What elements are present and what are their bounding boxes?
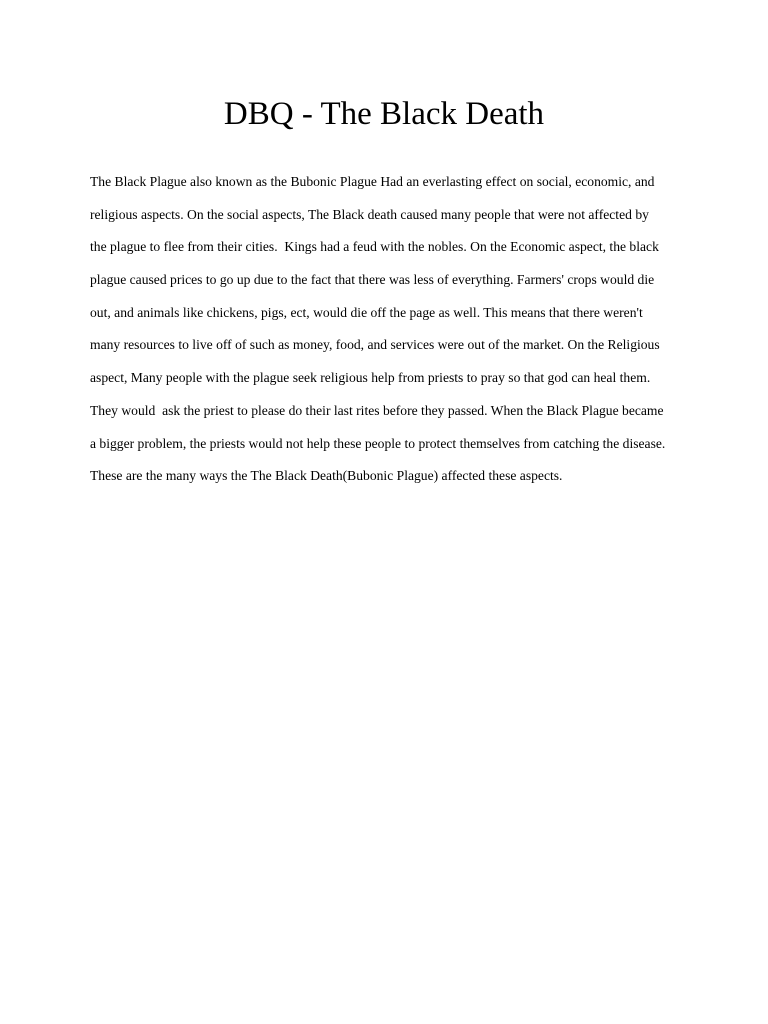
body-line: many resources to live off of such as money, food, and services were out of the market. On the Religious [90, 337, 660, 353]
body-line: They would ask the priest to please do their last rites before they passed. When the Black Plague became [90, 402, 664, 418]
document-body [90, 166, 690, 493]
body-line: out, and animals like chickens, pigs, ect, would die off the page as well. This means that there weren't [90, 304, 643, 320]
body-line: The Black Plague also known as the Bubonic Plague Had an everlasting effect on social, economic, and [90, 174, 655, 189]
body-line: plague caused prices to go up due to the fact that there was less of everything. Farmers' crops would die [90, 272, 655, 288]
body-line: the plague to flee from their cities. Kings had a feud with the nobles. On the Economic aspect, the black [90, 239, 659, 255]
body-line: aspect, Many people with the plague seek religious help from priests to pray so that god can heal them. [90, 370, 651, 386]
body-line: religious aspects. On the social aspects, The Black death caused many people that were not affected by [90, 206, 649, 222]
document-title: DBQ - The Black Death [223, 96, 545, 132]
body-line: a bigger problem, the priests would not help these people to protect themselves from catching the disease. [90, 435, 666, 451]
body-line: These are the many ways the The Black Death(Bubonic Plague) affected these aspects. [90, 468, 563, 484]
